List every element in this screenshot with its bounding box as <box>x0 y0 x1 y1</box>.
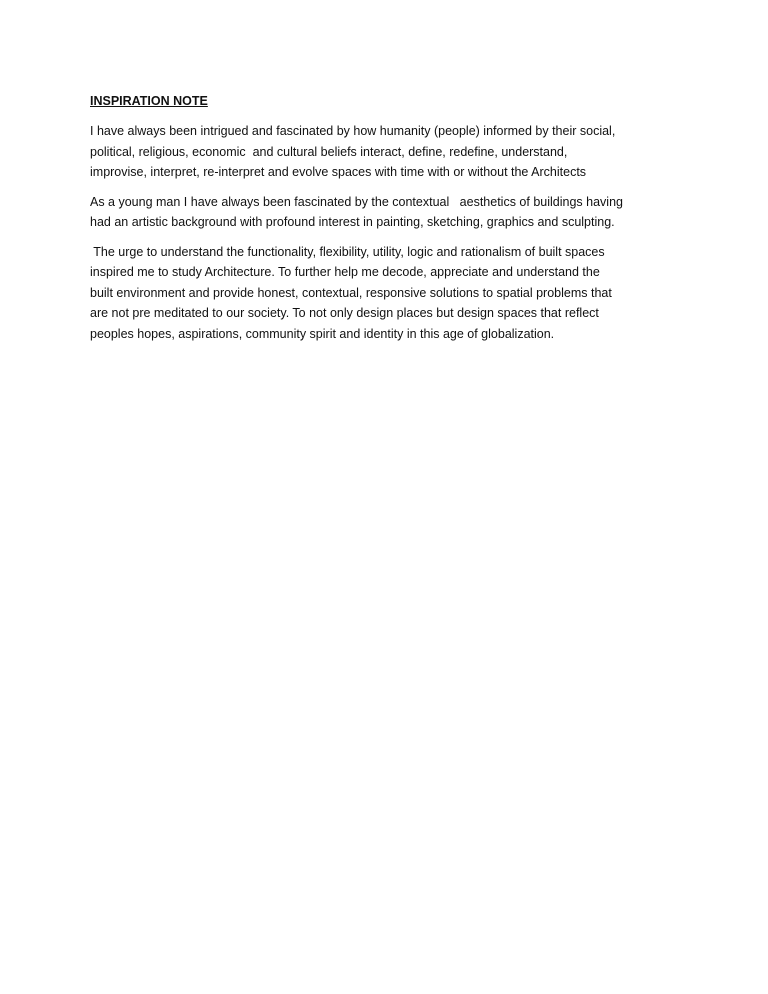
document-body <box>90 92 690 353</box>
paragraph-line: are not pre meditated to our society. To not only design places but design spaces that reflect <box>90 306 599 320</box>
paragraph-line: peoples hopes, aspirations, community spirit and identity in this age of globalization. <box>90 326 555 341</box>
paragraph-3 <box>90 242 690 345</box>
paragraph-2 <box>90 192 690 233</box>
paragraph-1 <box>90 121 690 183</box>
paragraph-line: As a young man I have always been fascinated by the contextual aesthetics of buildings having <box>90 194 623 209</box>
paragraph-line: I have always been intrigued and fascinated by how humanity (people) informed by their social, <box>90 124 616 138</box>
document-heading: INSPIRATION NOTE <box>90 94 208 108</box>
paragraph-line: inspired me to study Architecture. To further help me decode, appreciate and understand the <box>90 265 600 279</box>
paragraph-line: The urge to understand the functionality, flexibility, utility, logic and rationalism of built spaces <box>90 244 605 259</box>
paragraph-line: political, religious, economic and cultural beliefs interact, define, redefine, understand, <box>90 144 568 159</box>
paragraph-line: had an artistic background with profound interest in painting, sketching, graphics and sculpting. <box>90 215 615 229</box>
paragraph-line: improvise, interpret, re-interpret and evolve spaces with time with or without the Architects <box>90 165 587 179</box>
paragraph-line: built environment and provide honest, contextual, responsive solutions to spatial problems that <box>90 285 612 300</box>
